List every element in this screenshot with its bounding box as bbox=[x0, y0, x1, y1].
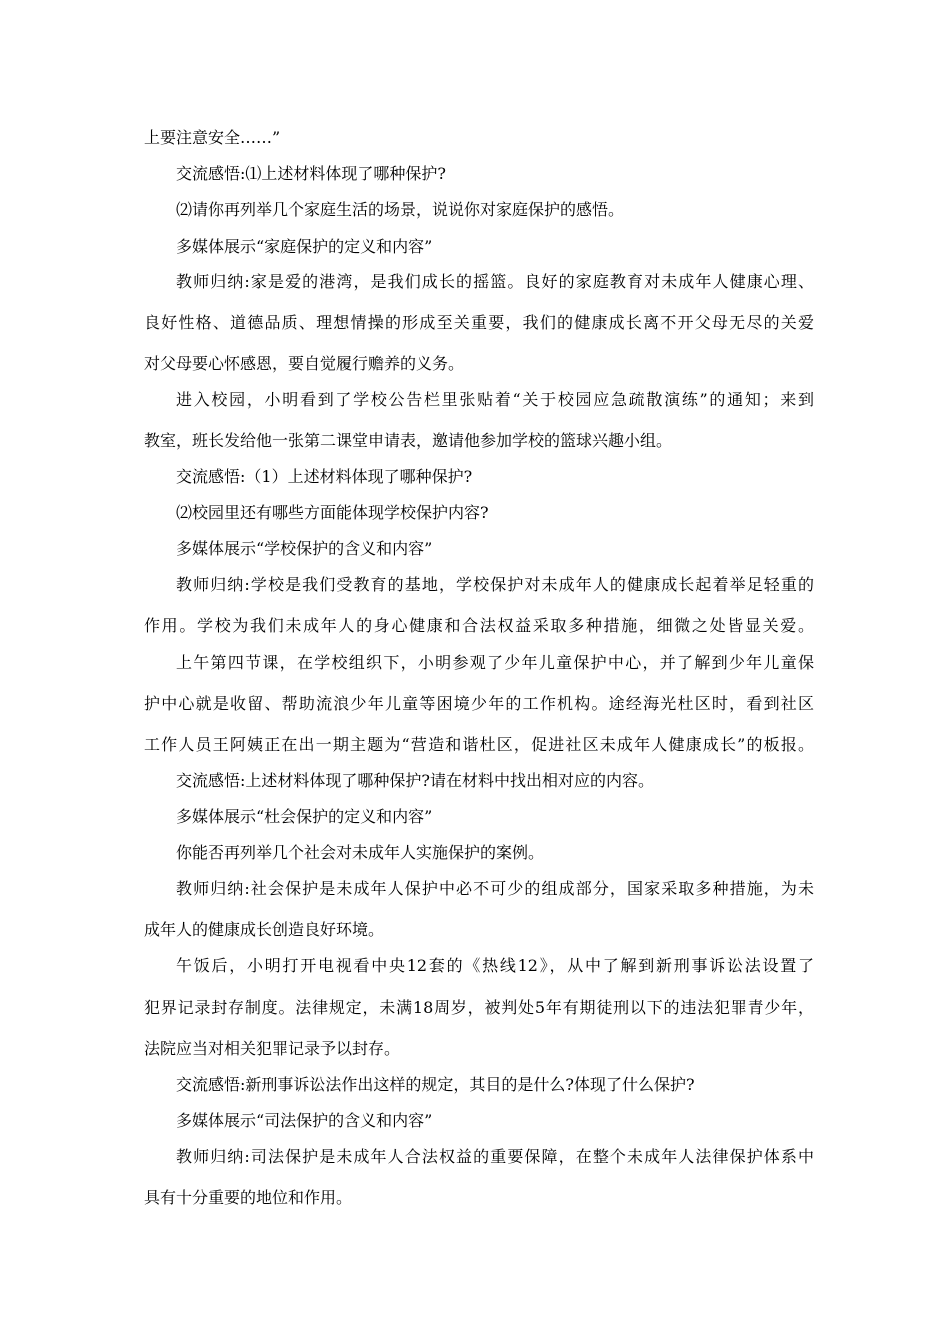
text-line: 教师归纳:学校是我们受教育的基地，学校保护对未成年人的健康成长起着举足轻重的 bbox=[176, 575, 814, 594]
text-line: 上午第四节课，在学校组织下，小明参观了少年儿童保护中心，并了解到少年儿童保 bbox=[176, 653, 814, 672]
text-line: 多媒体展示“杜会保护的定义和内容” bbox=[176, 807, 433, 826]
text-line: 教师归纳:司法保护是未成年人合法权益的重要保障，在整个未成年人法律保护体系中 bbox=[176, 1147, 814, 1166]
text-line: 交流感悟:上述材料体现了哪种保护?请在材料中找出相对应的内容。 bbox=[176, 771, 654, 790]
text-line: 良好性格、道德品质、理想情操的形成至关重要，我们的健康成长离不开父母无尽的关爱 bbox=[144, 313, 814, 332]
text-line: 多媒体展示“家庭保护的定义和内容” bbox=[176, 237, 433, 256]
text-line: 交流感悟:⑴上述材料体现了哪种保护? bbox=[176, 164, 446, 183]
text-line: 教师归纳:家是爱的港湾，是我们成长的摇篮。良好的家庭教育对未成年人健康心理、 bbox=[176, 272, 814, 291]
text-line: 法院应当对相关犯罪记录予以封存。 bbox=[144, 1039, 401, 1058]
text-line: 教师归纳:社会保护是未成年人保护中必不可少的组成部分，国家采取多种措施，为未 bbox=[176, 879, 814, 898]
text-line: 上要注意安全……” bbox=[144, 128, 281, 147]
text-line: ⑵校园里还有哪些方面能体现学校保护内容? bbox=[176, 503, 489, 522]
text-line: 你能否再列举几个社会对未成年人实施保护的案例。 bbox=[176, 843, 545, 862]
text-line: 多媒体展示“学校保护的含义和内容” bbox=[176, 539, 433, 558]
text-line: 成年人的健康成长创造良好环境。 bbox=[144, 920, 385, 939]
text-line: 午饭后，小明打开电视看中央12套的《热线12》，从中了解到新刑事诉讼法设置了 bbox=[176, 956, 814, 975]
text-line: 教室，班长发给他一张第二课堂申请表，邀请他参加学校的篮球兴趣小组。 bbox=[144, 431, 673, 450]
text-line: 犯界记录封存制度。法律规定，未满18周岁，被判处5年有期徒刑以下的违法犯罪青少年， bbox=[144, 998, 814, 1017]
text-line: 交流感悟:（1）上述材料体现了哪种保护? bbox=[176, 467, 473, 486]
text-line: 进入校园，小明看到了学校公告栏里张贴着“关于校园应急疏散演练”的通知；来到 bbox=[176, 390, 814, 409]
text-line: 护中心就是收留、帮助流浪少年儿童等困境少年的工作机构。途经海光杜区时，看到社区 bbox=[144, 694, 814, 713]
text-line: 对父母要心怀感恩，要自觉履行赡养的义务。 bbox=[144, 354, 465, 373]
text-line: 工作人员王阿姨正在出一期主题为“营造和谐杜区，促进社区未成年人健康成长”的板报。 bbox=[144, 735, 814, 754]
text-line: 交流感悟:新刑事诉讼法作出这样的规定，其目的是什么?体现了什么保护? bbox=[176, 1075, 695, 1094]
text-line: 作用。学校为我们未成年人的身心健康和合法权益采取多种措施，细微之处皆显关爱。 bbox=[144, 616, 814, 635]
text-line: 具有十分重要的地位和作用。 bbox=[144, 1188, 353, 1207]
text-line: ⑵请你再列举几个家庭生活的场景，说说你对家庭保护的感悟。 bbox=[176, 200, 625, 219]
text-line: 多媒体展示“司法保护的含义和内容” bbox=[176, 1111, 433, 1130]
